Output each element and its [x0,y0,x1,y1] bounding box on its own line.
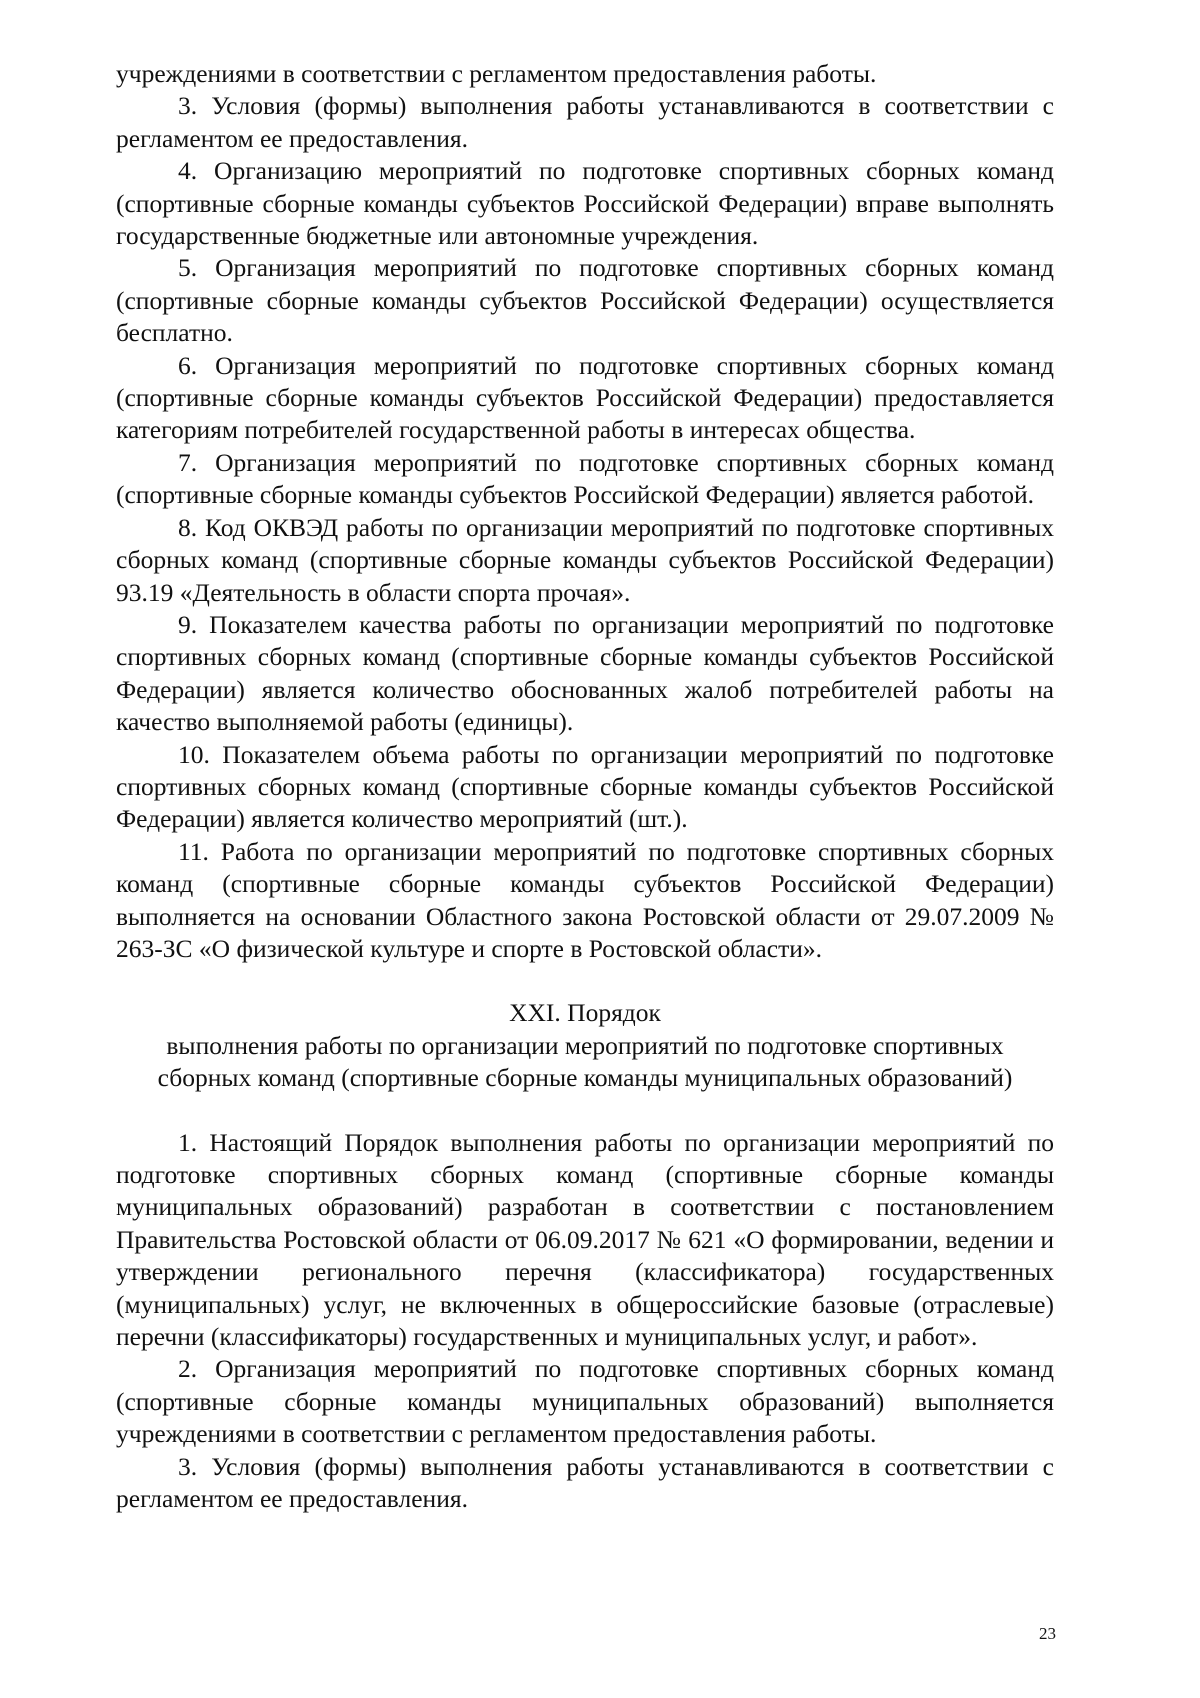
paragraph: 5. Организация мероприятий по подготовке спортивных сборных команд (спортивные сборные команды субъектов Российской Федерации) осуществляется бесплатно. [116,253,1054,348]
section-heading-title-line: сборных команд (спортивные сборные команды муниципальных образований) [157,1063,1013,1093]
paragraph: 9. Показателем качества работы по организации мероприятий по подготовке спортивных сборных команд (спортивные сборные команды субъектов Российской Федерации) является количество обоснованных жалоб потребителей работы на качество выполняемой работы (единицы). [116,609,1054,737]
paragraphs-after-heading [116,1127,1054,1516]
paragraph: 2. Организация мероприятий по подготовке спортивных сборных команд (спортивные сборные команды муниципальных образований) выполняется учреждениями в соответствии с регламентом предоставления работы. [116,1354,1054,1449]
paragraph: 10. Показателем объема работы по организации мероприятий по подготовке спортивных сборных команд (спортивные сборные команды субъектов Российской Федерации) является количество мероприятий (шт.). [116,739,1054,834]
paragraph: 1. Настоящий Порядок выполнения работы по организации мероприятий по подготовке спортивных сборных команд (спортивные сборные команды муниципальных образований) разработан в соответствии с постановлением Правительства Ростовской области от 06.09.2017 № 621 «О формировании, ведении и утверждении регионального перечня (классификатора) государственных (муниципальных) услуг, не включенных в общероссийские базовые (отраслевые) перечни (классификаторы) государственных и муниципальных услуг, и работ». [116,1127,1054,1352]
paragraph: 6. Организация мероприятий по подготовке спортивных сборных команд (спортивные сборные команды субъектов Российской Федерации) предоставляется категориям потребителей государственной работы в интересах общества. [116,350,1054,445]
paragraph: учреждениями в соответствии с регламентом предоставления работы. [116,59,877,88]
paragraphs-before-heading [116,58,1054,965]
section-heading-number: XXI. Порядок [509,998,661,1028]
section-heading-title-line: выполнения работы по организации мероприятий по подготовке спортивных [166,1030,1004,1060]
page-number: 23 [1039,1624,1056,1643]
paragraph: 3. Условия (формы) выполнения работы устанавливаются в соответствии с регламентом ее предоставления. [116,1451,1054,1514]
paragraph: 7. Организация мероприятий по подготовке спортивных сборных команд (спортивные сборные команды субъектов Российской Федерации) является работой. [116,447,1054,510]
paragraph: 4. Организацию мероприятий по подготовке спортивных сборных команд (спортивные сборные команды субъектов Российской Федерации) вправе выполнять государственные бюджетные или автономные учреждения. [116,156,1054,251]
paragraph: 8. Код ОКВЭД работы по организации мероприятий по подготовке спортивных сборных команд (спортивные сборные команды субъектов Российской Федерации) 93.19 «Деятельность в области спорта прочая». [116,512,1054,607]
section-heading [116,997,1054,1094]
paragraph: 11. Работа по организации мероприятий по подготовке спортивных сборных команд (спортивные сборные команды субъектов Российской Федерации) выполняется на основании Областного закона Ростовской области от 29.07.2009 № 263-ЗС «О физической культуре и спорте в Ростовской области». [116,836,1054,963]
document-body [116,58,1054,1515]
paragraph: 3. Условия (формы) выполнения работы устанавливаются в соответствии с регламентом ее предоставления. [116,91,1054,153]
